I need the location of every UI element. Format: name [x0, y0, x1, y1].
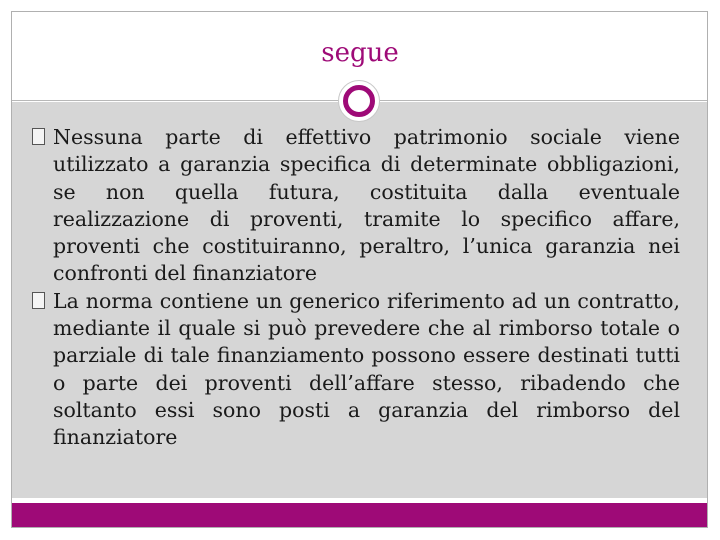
square-bullet-icon	[32, 128, 45, 145]
divider-line-right	[380, 100, 707, 101]
bullet-text: Nessuna parte di effettivo patrimonio sociale viene utilizzato a garanzia specifica di determinate obbligazioni, se non quella futura, costituita dalla eventuale realizzazione di proventi, tramite lo specifico affare, proventi che costituiranno, peraltro, l’unica garanzia nei confronti del finanziatore	[53, 125, 680, 286]
slide-title: segue	[321, 38, 399, 68]
bullet-text: La norma contiene un generico riferimento ad un contratto, mediante il quale si può prevedere che al rimborso totale o parziale di tale finanziamento possono essere destinati tutti o parte dei proventi dell’affare stesso, ribadendo che soltanto essi sono posti a garanzia del rimborso del finanziatore	[53, 288, 680, 450]
list-item	[32, 124, 680, 288]
list-item	[32, 288, 680, 452]
bullet-list	[32, 124, 680, 452]
divider-line-left	[12, 100, 340, 101]
square-bullet-icon	[32, 292, 45, 309]
circle-ring-icon	[338, 80, 380, 122]
circle-ring-inner	[343, 85, 375, 117]
footer-bar	[12, 503, 707, 527]
